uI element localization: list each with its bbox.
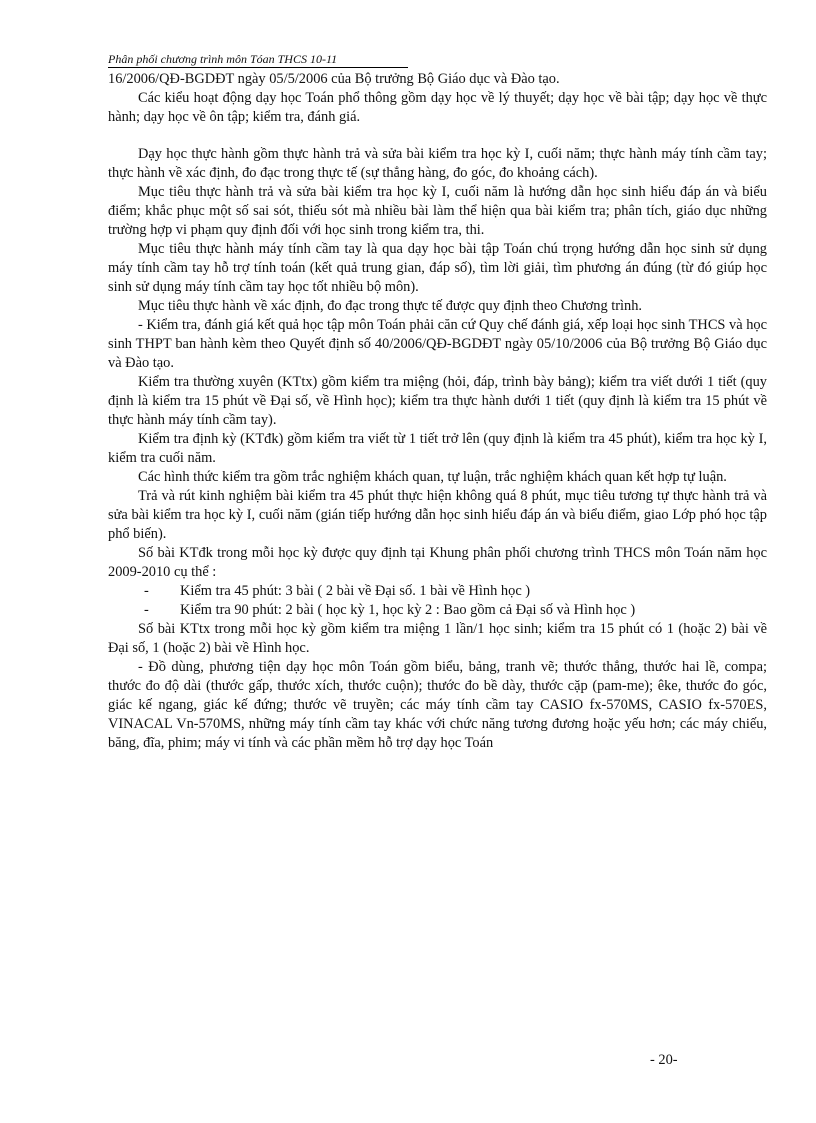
paragraph: Các kiểu hoạt động dạy học Toán phổ thông gồm dạy học về lý thuyết; dạy học về bài tập; dạy học về thực hành; dạy học về ôn tập; kiểm tra, đánh giá. [108, 90, 767, 125]
paragraph: Mục tiêu thực hành về xác định, đo đạc trong thực tế được quy định theo Chương trình. [138, 298, 643, 314]
paragraph: Số bài KTđk trong mỗi học kỳ được quy định tại Khung phân phối chương trình THCS môn Toán năm học 2009-2010 cụ thể : [108, 545, 767, 580]
paragraph: Mục tiêu thực hành trả và sửa bài kiểm tra học kỳ I, cuối năm là hướng dẫn học sinh hiểu đáp án và biểu điểm; khắc phục một số sai sót, thiếu sót mà nhiều bài làm thể hiện qua bài kiểm tra; phân tích, giáo dục những trường hợp vi phạm quy định đối với học sinh trong kiểm tra, thi. [108, 184, 767, 238]
body-text [108, 70, 767, 753]
paragraph: - Kiểm tra, đánh giá kết quả học tập môn Toán phải căn cứ Quy chế đánh giá, xếp loại học sinh THCS và học sinh THPT ban hành kèm theo Quyết định số 40/2006/QĐ-BGDĐT ngày 05/10/2006 của Bộ trưởng Bộ Giáo dục và Đào tạo. [108, 317, 767, 371]
paragraph: Trả và rút kinh nghiệm bài kiểm tra 45 phút thực hiện không quá 8 phút, mục tiêu tương tự thực hành trả và sửa bài kiểm tra học kỳ I, cuối năm (gián tiếp hướng dẫn học sinh hiểu đáp án và biểu điểm, giao Lớp phó học tập phổ biến). [108, 488, 767, 542]
running-header: Phân phối chương trình môn Tóan THCS 10-11 [108, 52, 408, 68]
paragraph: Kiểm tra thường xuyên (KTtx) gồm kiểm tra miệng (hỏi, đáp, trình bày bảng); kiểm tra viết dưới 1 tiết (quy định là kiểm tra 15 phút về Đại số, về Hình học); kiểm tra thực hành dưới 1 tiết (quy định là kiểm tra 15 phút về thực hành máy tính cầm tay). [108, 374, 767, 428]
page-number: - 20- [650, 1052, 678, 1068]
paragraph-gap [108, 127, 767, 145]
paragraph: Mục tiêu thực hành máy tính cầm tay là qua dạy học bài tập Toán chú trọng hướng dẫn học sinh sử dụng máy tính cầm tay hỗ trợ tính toán (kết quả trung gian, đáp số), tìm lời giải, tìm phương án đúng (từ đó giúp học sinh sử dụng máy tính cầm tay học tốt nhiều bộ môn). [108, 241, 767, 295]
paragraph: Các hình thức kiểm tra gồm trắc nghiệm khách quan, tự luận, trắc nghiệm khách quan kết hợp tự luận. [138, 469, 727, 485]
list-dash: - [144, 602, 149, 618]
paragraph: Dạy học thực hành gồm thực hành trả và sửa bài kiểm tra học kỳ I, cuối năm; thực hành máy tính cầm tay; thực hành về xác định, đo đạc trong thực tế (sự thẳng hàng, đo góc, đo khoảng cách). [108, 146, 767, 181]
list-dash: - [144, 583, 149, 599]
paragraph: - Đồ dùng, phương tiện dạy học môn Toán gồm biểu, bảng, tranh vẽ; thước thẳng, thước hai lề, compa; thước đo độ dài (thước gấp, thước xích, thước cuộn); thước đo bề dày, thước cặp (pam-me); êke, thước đo góc, giác kế ngang, giác kế đứng; thước vẽ truyền; các máy tính cầm tay CASIO fx-570MS, CASIO fx-570ES, VINACAL Vn-570MS, những máy tính cầm tay khác với chức năng tương đương hoặc yếu hơn; các máy chiếu, băng, đĩa, phim; máy vi tính và các phần mềm hỗ trợ dạy học Toán [108, 659, 767, 751]
list-item [108, 582, 767, 601]
list-item-text: Kiểm tra 45 phút: 3 bài ( 2 bài về Đại số. 1 bài về Hình học ) [180, 583, 531, 599]
paragraph: Số bài KTtx trong mỗi học kỳ gồm kiểm tra miệng 1 lần/1 học sinh; kiểm tra 15 phút có 1 (hoặc 2) bài về Đại số, 1 (hoặc 2) bài về Hình học. [108, 621, 767, 656]
paragraph: Kiểm tra định kỳ (KTđk) gồm kiểm tra viết từ 1 tiết trở lên (quy định là kiểm tra 45 phút), kiểm tra học kỳ I, kiểm tra cuối năm. [108, 431, 767, 466]
list-item [108, 601, 767, 620]
paragraph: 16/2006/QĐ-BGDĐT ngày 05/5/2006 của Bộ trưởng Bộ Giáo dục và Đào tạo. [108, 71, 560, 87]
list-item-text: Kiểm tra 90 phút: 2 bài ( học kỳ 1, học kỳ 2 : Bao gồm cả Đại số và Hình học ) [180, 602, 636, 618]
